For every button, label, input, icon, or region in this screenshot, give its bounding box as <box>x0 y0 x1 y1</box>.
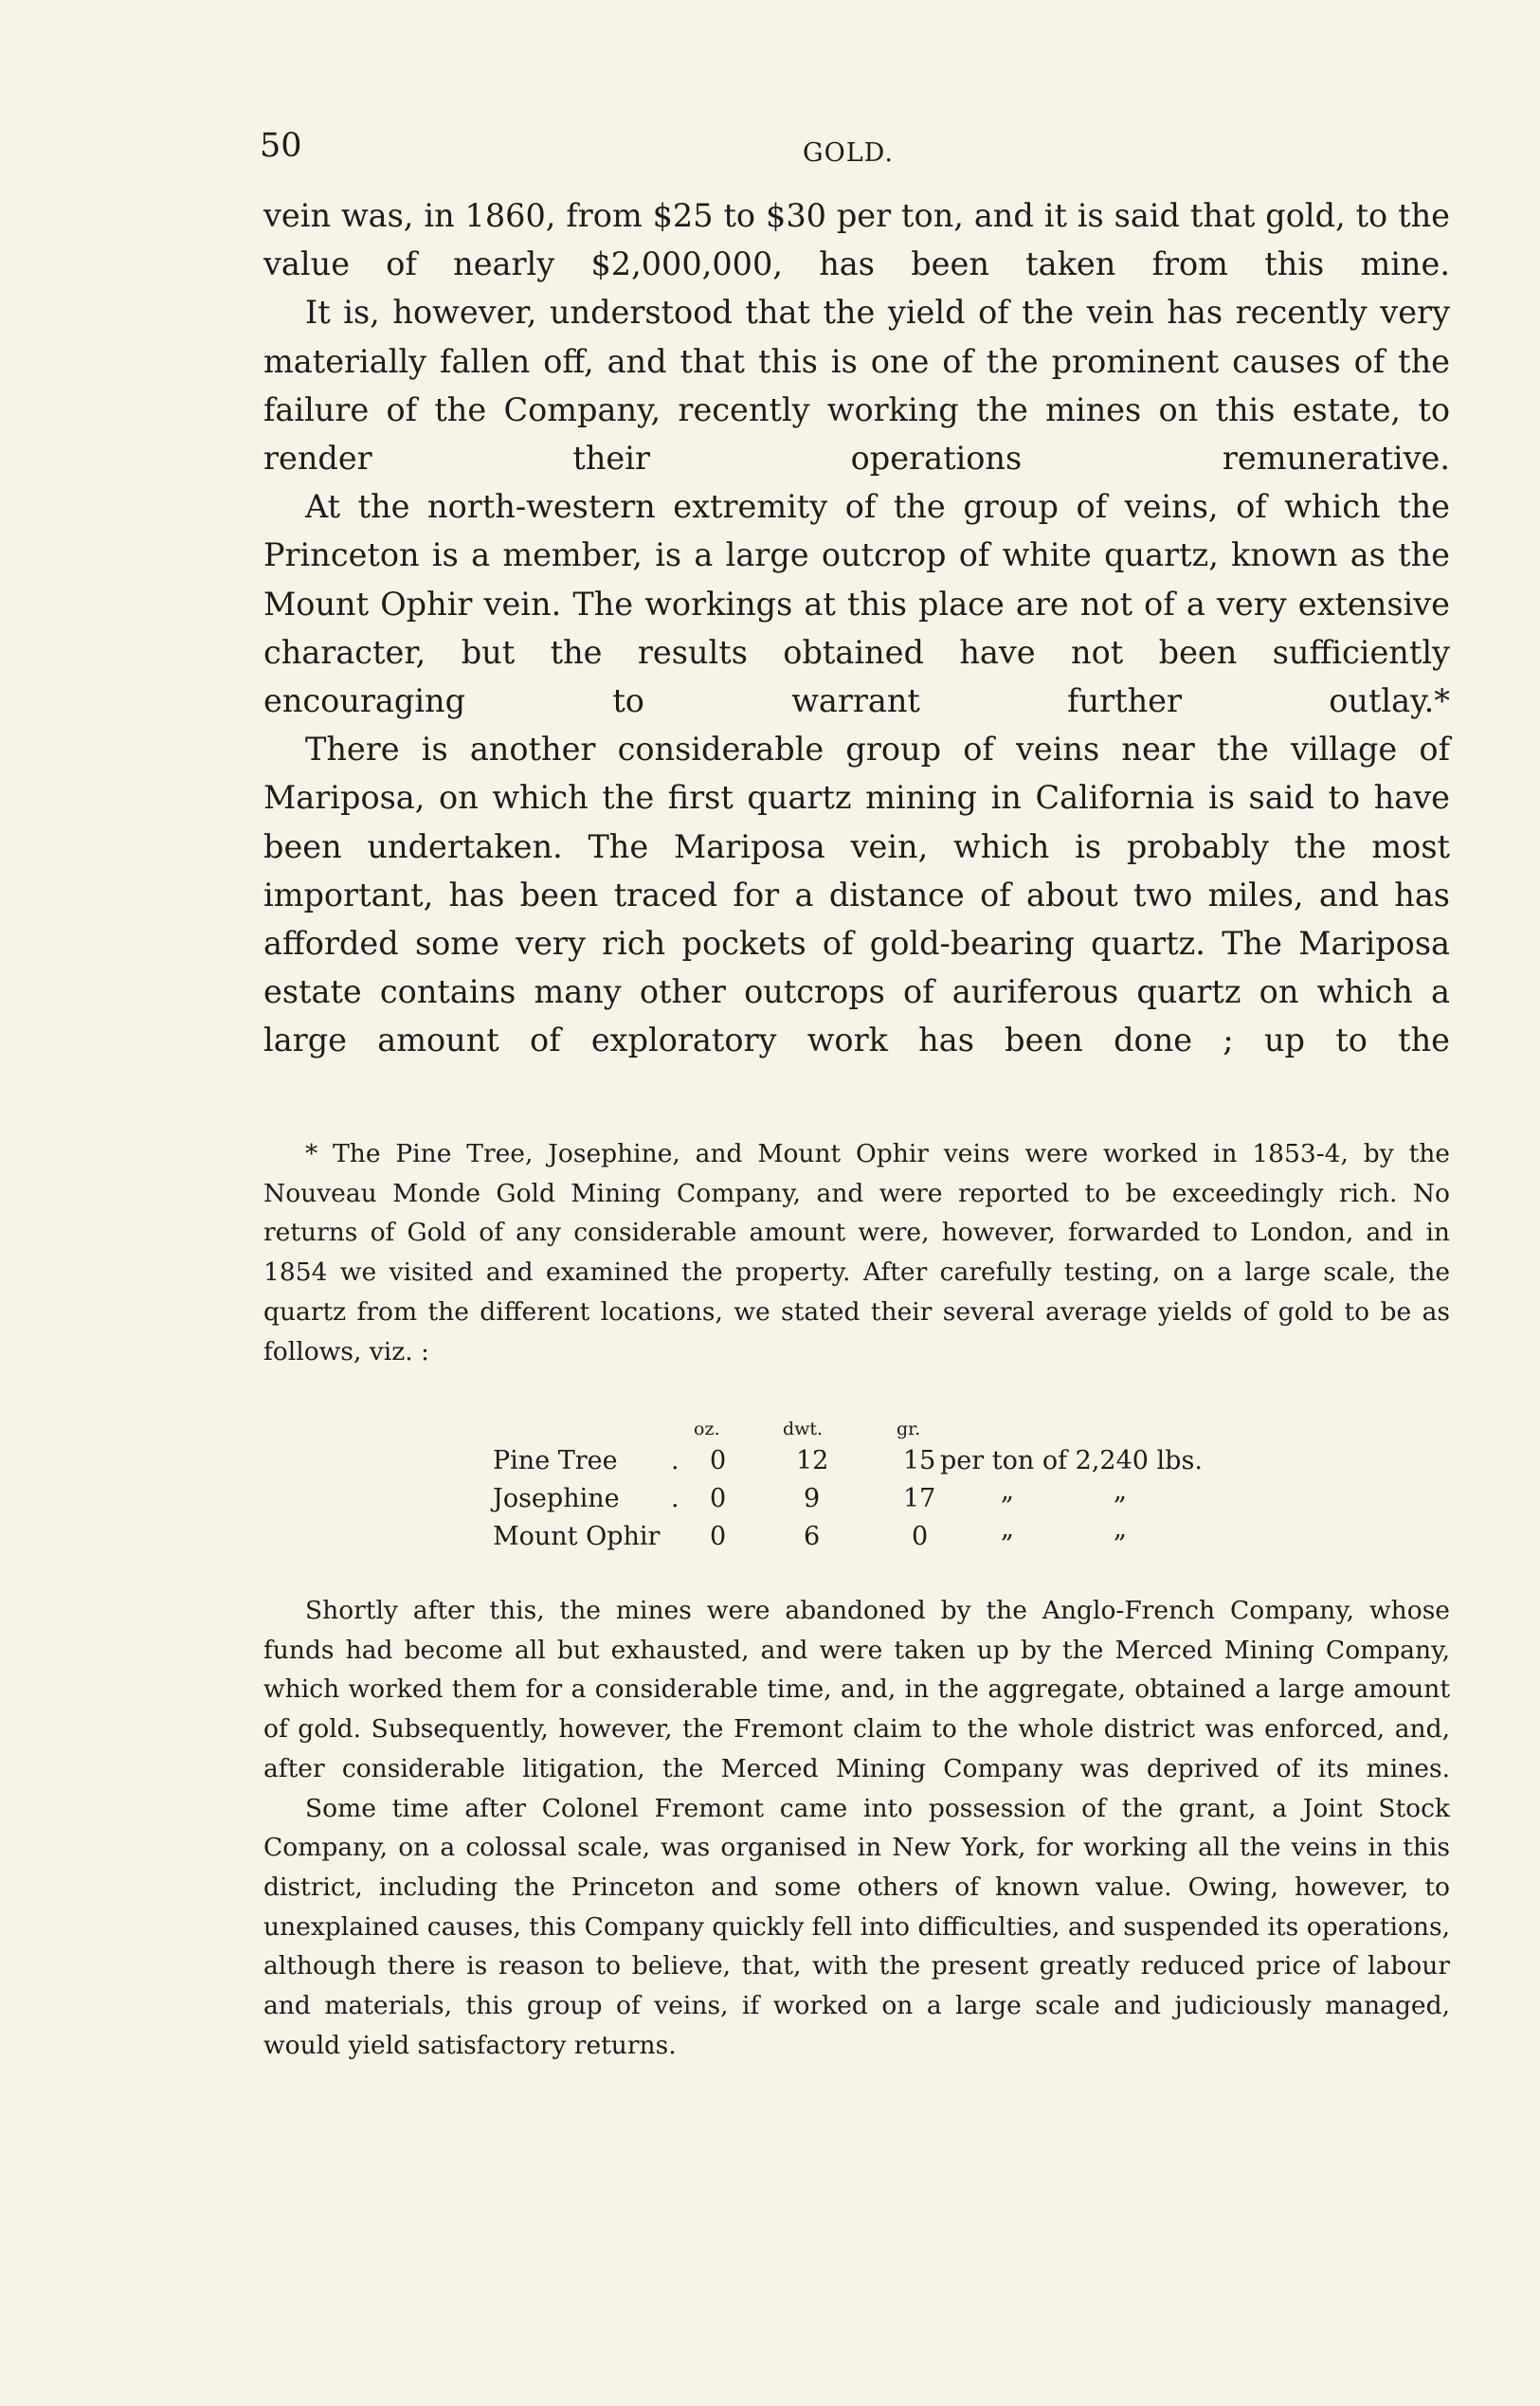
yield-dwt: 9 <box>804 1484 821 1513</box>
main-text <box>263 191 1450 1065</box>
unit-header-oz: oz. <box>694 1419 720 1439</box>
yield-oz: 0 <box>710 1484 727 1513</box>
yield-row-name: Mount Ophir <box>493 1522 661 1551</box>
yield-oz: 0 <box>710 1522 727 1551</box>
footnote-intro: * The Pine Tree, Josephine, and Mount Ophir veins were worked in 1853-4, by the Nouveau Monde Gold Mining Company, and were reported to be exceedingly rich. No returns of Gold of any considerable amount were, however, forwarded to London, and in 1854 we visited and examined the property. After carefully testing, on a large scale, the quartz from the different locations, we stated their several average yields of gold to be as follows, viz. : <box>263 1139 1450 1366</box>
body-paragraph: At the north-western extremity of the group of veins, of which the Princeton is a member, is a large outcrop of white quartz, known as the Mount Ophir vein. The workings at this place are not of a very extensive character, but the results obtained have not been sufficiently encouraging to warrant further outlay.* <box>263 488 1450 720</box>
yield-row-leader: . <box>671 1484 679 1513</box>
ditto-mark: „ <box>1001 1514 1014 1544</box>
ditto-mark: „ <box>1114 1514 1127 1544</box>
footnote-continuation <box>263 1591 1450 2065</box>
body-paragraph: There is another considerable group of veins near the village of Mariposa, on which the first quartz mining in California is said to have been undertaken. The Mariposa vein, which is probably the most important, has been traced for a distance of about two miles, and has afforded some very rich pockets of gold-bearing quartz. The Mariposa estate contains many other outcrops of auriferous quartz on which a large amount of exploratory work has been done ; up to the <box>263 731 1450 1059</box>
yield-suffix: per ton of 2,240 lbs. <box>940 1446 1203 1475</box>
yield-row-name: Pine Tree <box>493 1446 618 1475</box>
yield-dwt: 6 <box>804 1522 821 1551</box>
yield-dwt: 12 <box>796 1446 829 1475</box>
yield-row-name: Josephine <box>493 1484 620 1513</box>
yield-oz: 0 <box>710 1446 727 1475</box>
body-paragraph: vein was, in 1860, from $25 to $30 per ton, and it is said that gold, to the value of nearly $2,000,000, has been taken from this mine. <box>263 197 1450 283</box>
ditto-mark: „ <box>1001 1476 1014 1506</box>
running-head: GOLD. <box>803 138 894 168</box>
yield-gr: 15 <box>903 1446 936 1475</box>
yield-gr: 17 <box>903 1484 936 1513</box>
unit-header-gr: gr. <box>897 1419 921 1439</box>
footnote <box>263 1134 1450 1371</box>
footnote-paragraph: Shortly after this, the mines were abandoned by the Anglo-French Company, whose funds had become all but exhausted, and were taken up by the Merced Mining Company, which worked them for a considerable time, and, in the aggregate, obtained a large amount of gold. Subsequently, however, the Fremont claim to the whole district was enforced, and, after considerable litigation, the Merced Mining Company was deprived of its mines. <box>263 1596 1450 1783</box>
yield-gr: 0 <box>912 1522 929 1551</box>
unit-header-dwt: dwt. <box>783 1419 824 1439</box>
page-number: 50 <box>260 127 302 165</box>
yield-row-leader: . <box>671 1446 679 1475</box>
body-paragraph: It is, however, understood that the yield of the vein has recently very materially fallen off, and that this is one of the prominent causes of the failure of the Company, recently working the mines on this estate, to render their operations remunerative. <box>263 294 1450 478</box>
yields-table <box>493 1418 1346 1569</box>
ditto-mark: „ <box>1114 1476 1127 1506</box>
footnote-paragraph: Some time after Colonel Fremont came into possession of the grant, a Joint Stock Company, on a colossal scale, was organised in New York, for working all the veins in this district, including the Princeton and some others of known value. Owing, however, to unexplained causes, this Company quickly fell into difficulties, and suspended its operations, although there is reason to believe, that, with the present greatly reduced price of labour and materials, this group of veins, if worked on a large scale and judiciously managed, would yield satisfactory returns. <box>263 1793 1450 2060</box>
